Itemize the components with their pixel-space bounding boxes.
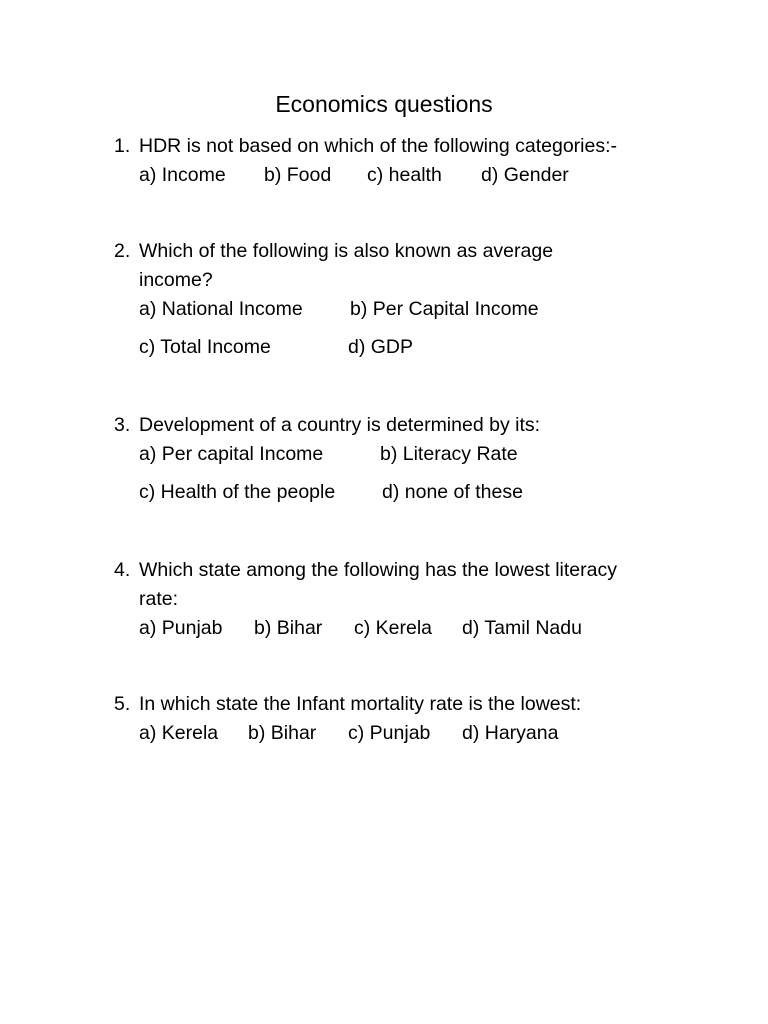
- option-b: b) Per Capital Income: [350, 298, 539, 320]
- question-line: [114, 237, 694, 266]
- option-b: b) Food: [264, 164, 332, 186]
- options-row: [114, 478, 694, 507]
- question-line: [114, 690, 694, 719]
- question-3: [114, 411, 694, 507]
- options-row: [114, 295, 694, 324]
- question-text-continued: income?: [139, 269, 213, 291]
- question-number: 2.: [114, 240, 131, 262]
- option-c: c) Health of the people: [139, 481, 336, 503]
- option-c: c) health: [367, 164, 442, 186]
- options-row: [114, 440, 694, 469]
- option-a: a) Kerela: [139, 722, 219, 744]
- option-c: c) Kerela: [354, 617, 433, 639]
- option-a: a) National Income: [139, 298, 303, 320]
- page-title: Economics questions: [275, 91, 493, 117]
- option-d: d) Haryana: [462, 722, 559, 744]
- option-a: a) Income: [139, 164, 226, 186]
- question-text: Which state among the following has the lowest literacy: [139, 559, 617, 581]
- option-b: b) Bihar: [254, 617, 323, 639]
- question-line: [114, 266, 694, 295]
- question-text: HDR is not based on which of the following categories:-: [139, 135, 617, 157]
- options-row: [114, 614, 694, 643]
- question-text: Development of a country is determined by its:: [139, 414, 541, 436]
- question-line: [114, 132, 694, 161]
- question-line: [114, 585, 694, 614]
- question-2: [114, 237, 694, 362]
- question-line: [114, 411, 694, 440]
- option-d: d) Gender: [481, 164, 569, 186]
- question-line: [114, 556, 694, 585]
- question-1: [114, 132, 694, 190]
- options-row: [114, 719, 694, 748]
- question-text-continued: rate:: [139, 588, 179, 610]
- option-c: c) Total Income: [139, 336, 271, 358]
- question-text: In which state the Infant mortality rate is the lowest:: [139, 693, 582, 715]
- question-number: 1.: [114, 135, 131, 157]
- option-b: b) Bihar: [248, 722, 317, 744]
- option-d: d) Tamil Nadu: [462, 617, 582, 639]
- question-number: 3.: [114, 414, 131, 436]
- options-row: [114, 333, 694, 362]
- question-text: Which of the following is also known as average: [139, 240, 554, 262]
- question-number: 4.: [114, 559, 131, 581]
- option-d: d) GDP: [348, 336, 414, 358]
- option-c: c) Punjab: [348, 722, 431, 744]
- question-5: [114, 690, 694, 748]
- option-d: d) none of these: [382, 481, 523, 503]
- question-number: 5.: [114, 693, 131, 715]
- options-row: [114, 161, 694, 190]
- question-4: [114, 556, 694, 643]
- option-b: b) Literacy Rate: [380, 443, 518, 465]
- option-a: a) Per capital Income: [139, 443, 324, 465]
- option-a: a) Punjab: [139, 617, 223, 639]
